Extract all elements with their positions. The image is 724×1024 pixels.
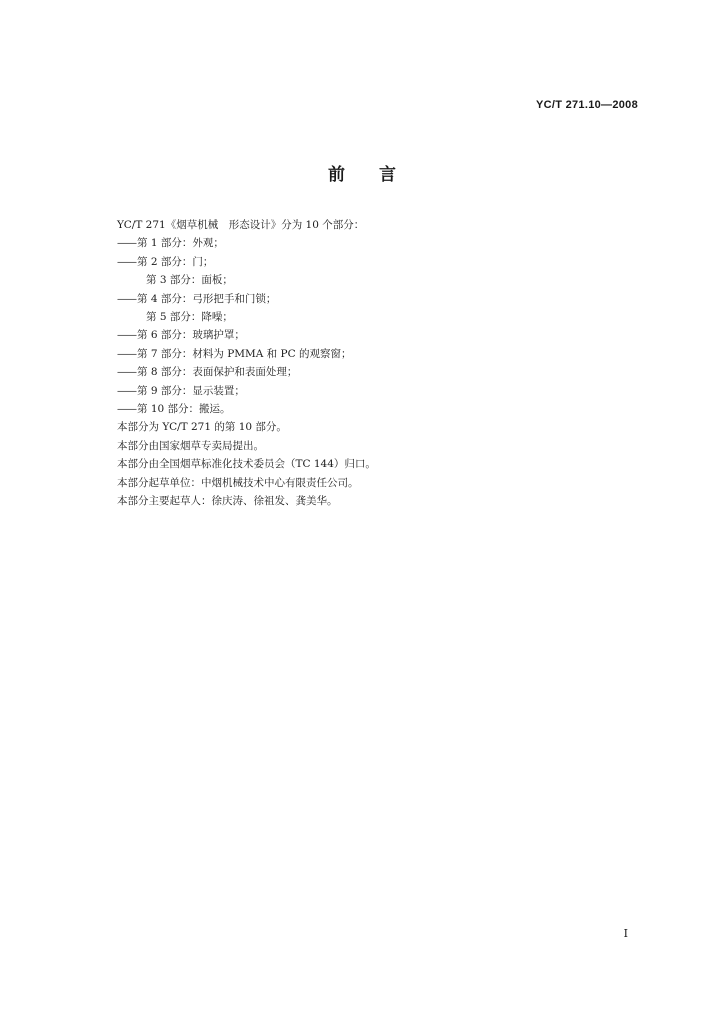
foreword-body bbox=[117, 216, 637, 511]
standard-number: YC/T 271.10—2008 bbox=[535, 99, 638, 111]
part-item bbox=[117, 234, 637, 252]
part-text: 第 9 部分：显示装置； bbox=[137, 384, 245, 397]
part-item bbox=[117, 308, 637, 326]
part-item bbox=[117, 345, 637, 363]
dash-mark: —— bbox=[117, 366, 136, 379]
part-text: 第 1 部分：外观； bbox=[137, 237, 224, 250]
part-text: 第 4 部分：弓形把手和门锁； bbox=[137, 292, 277, 305]
part-text: 第 8 部分：表面保护和表面处理； bbox=[137, 366, 298, 379]
part-item bbox=[117, 400, 637, 418]
part-text: 第 2 部分：门； bbox=[137, 255, 214, 268]
dash-mark: —— bbox=[117, 292, 136, 305]
statement-proposer: 本部分由国家烟草专卖局提出。 bbox=[117, 439, 264, 452]
part-text: 第 10 部分：搬运。 bbox=[137, 403, 231, 416]
statement-drafting-organization: 本部分起草单位：中烟机械技术中心有限责任公司。 bbox=[117, 476, 359, 489]
dash-mark: —— bbox=[117, 237, 136, 250]
part-item bbox=[117, 382, 637, 400]
part-text: 第 6 部分：玻璃护罩； bbox=[137, 329, 245, 342]
part-text: 第 7 部分：材料为 PMMA 和 PC 的观察窗； bbox=[137, 347, 352, 360]
page-number: I bbox=[623, 927, 628, 940]
part-item bbox=[117, 326, 637, 344]
statement-drafters: 本部分主要起草人：徐庆涛、徐祖发、龚美华。 bbox=[117, 495, 338, 508]
part-text: 第 5 部分：降噪； bbox=[146, 311, 233, 324]
part-text: 第 3 部分：面板； bbox=[146, 274, 233, 287]
part-item bbox=[117, 290, 637, 308]
dash-mark: —— bbox=[117, 329, 136, 342]
part-item bbox=[117, 363, 637, 381]
dash-mark: —— bbox=[117, 403, 136, 416]
part-item bbox=[117, 271, 637, 289]
dash-mark: —— bbox=[117, 347, 136, 360]
dash-mark: —— bbox=[117, 384, 136, 397]
part-item bbox=[117, 253, 637, 271]
page-title: 前言 bbox=[328, 165, 430, 185]
statement-responsible-committee: 本部分由全国烟草标准化技术委员会（TC 144）归口。 bbox=[117, 458, 376, 471]
dash-mark: —— bbox=[117, 255, 136, 268]
foreword-intro: YC/T 271《烟草机械 形态设计》分为 10 个部分： bbox=[117, 219, 365, 231]
statement-scope: 本部分为 YC/T 271 的第 10 部分。 bbox=[117, 421, 287, 434]
